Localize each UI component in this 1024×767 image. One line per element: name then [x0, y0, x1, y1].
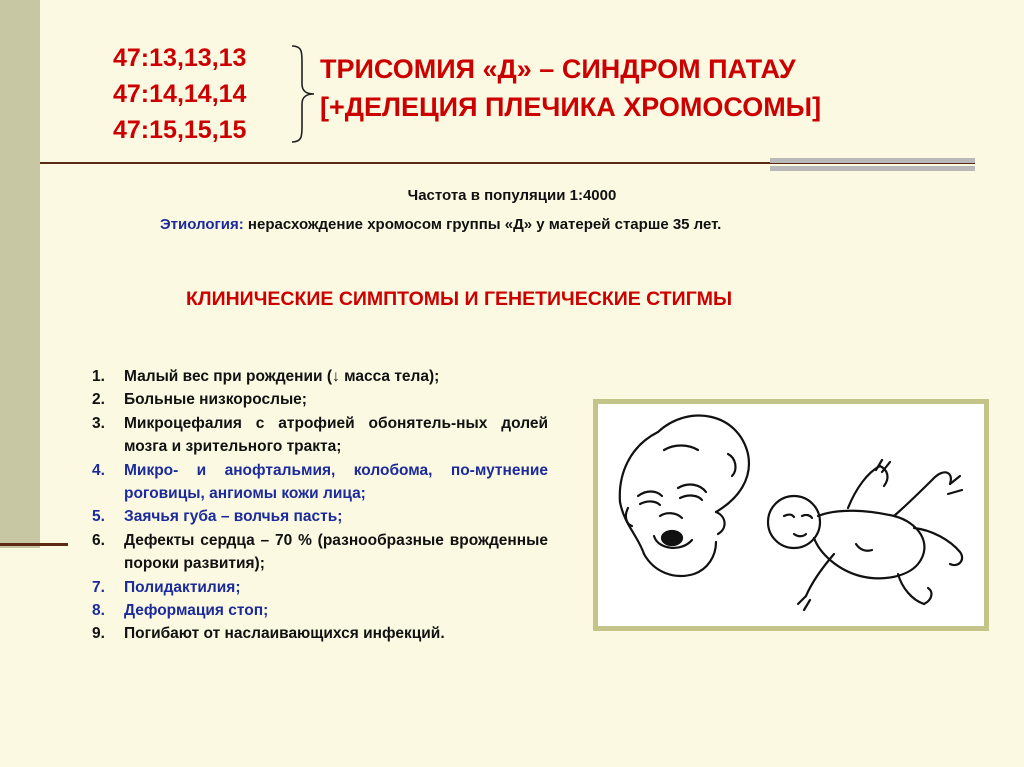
- symptom-item: 3. Микроцефалия с атрофией обонятель-ных долей мозга и зрительного тракта;: [92, 414, 548, 456]
- section-heading: КЛИНИЧЕСКИЕ СИМПТОМЫ И ГЕНЕТИЧЕСКИЕ СТИГМЫ: [186, 288, 733, 310]
- infant-sketch: [598, 404, 984, 626]
- header-divider-accent: [770, 158, 975, 175]
- karyotype-14: 47:14,14,14: [113, 80, 247, 108]
- curly-brace: [288, 44, 318, 144]
- symptom-item: 1. Малый вес при рождении (↓ масса тела);: [92, 368, 440, 385]
- population-frequency: Частота в популяции 1:4000: [407, 187, 617, 204]
- etiology: [160, 216, 721, 233]
- symptom-list: [92, 365, 548, 646]
- left-decorative-rule: [0, 543, 68, 546]
- symptom-item: 7. Полидактилия;: [92, 578, 241, 596]
- symptom-item: 4. Микро- и анофтальмия, колобома, по-мутнение роговицы, ангиомы кожи лица;: [92, 461, 548, 503]
- symptom-item: 9. Погибают от наслаивающихся инфекций.: [92, 625, 445, 643]
- karyotype-list: [113, 40, 246, 148]
- left-decorative-band: [0, 0, 40, 548]
- karyotype-15: 47:15,15,15: [113, 116, 247, 144]
- patient-illustration: [593, 399, 989, 631]
- symptom-item: 6. Дефекты сердца – 70 % (разнообразные врожденные пороки развития);: [92, 531, 548, 573]
- symptom-item: 5. Заячья губа – волчья пасть;: [92, 508, 343, 526]
- title-line-1: ТРИСОМИЯ «Д» – СИНДРОМ ПАТАУ: [320, 54, 796, 84]
- slide-title: [320, 50, 821, 126]
- etiology-label: Этиология:: [160, 216, 244, 233]
- karyotype-13: 47:13,13,13: [113, 44, 247, 72]
- title-line-2: [+ДЕЛЕЦИЯ ПЛЕЧИКА ХРОМОСОМЫ]: [320, 92, 822, 122]
- symptom-item: 2. Больные низкорослые;: [92, 391, 307, 409]
- symptom-item: 8. Деформация стоп;: [92, 602, 269, 620]
- etiology-text: нерасхождение хромосом группы «Д» у матерей старше 35 лет.: [243, 216, 722, 233]
